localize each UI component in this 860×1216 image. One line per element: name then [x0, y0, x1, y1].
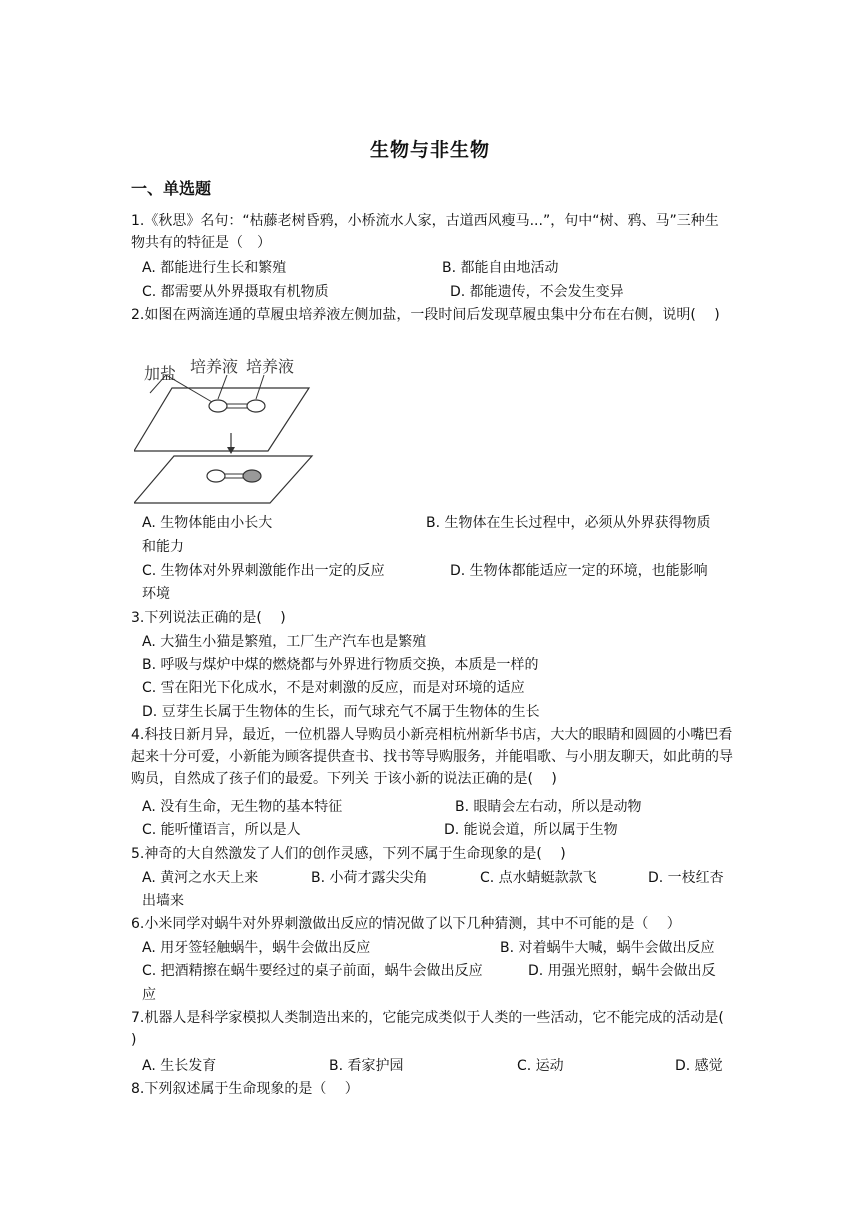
right-drop	[247, 400, 265, 412]
upper-slide	[134, 388, 309, 451]
question-4-option-a: A. 没有生命，无生物的基本特征	[142, 799, 343, 815]
question-5-option-a: A. 黄河之水天上来	[142, 870, 259, 886]
question-6-option-c: C. 把酒精擦在蜗牛要经过的桌子前面，蜗牛会做出反应	[142, 963, 483, 979]
question-1-option-a: A. 都能进行生长和繁殖	[142, 260, 287, 276]
question-2-option-b-cont: 和能力	[142, 539, 184, 555]
section-heading: 一、单选题	[131, 179, 212, 198]
question-4-option-b: B. 眼睛会左右动，所以是动物	[455, 799, 642, 815]
question-3-option-a: A. 大猫生小猫是繁殖，工厂生产汽车也是繁殖	[142, 634, 427, 650]
question-5-stem: 5.神奇的大自然激发了人们的创作灵感，下列不属于生命现象的是( )	[131, 846, 566, 862]
culture-label-left: 培养液	[190, 357, 239, 376]
question-7-option-a: A. 生长发育	[142, 1058, 217, 1074]
question-8-stem: 8.下列叙述属于生命现象的是（ ）	[131, 1081, 359, 1097]
left-drop-after	[207, 470, 225, 482]
question-5-option-c: C. 点水蜻蜓款款飞	[480, 870, 597, 886]
question-6-option-b: B. 对着蜗牛大喊，蜗牛会做出反应	[500, 940, 715, 956]
question-7-option-d: D. 感觉	[675, 1058, 723, 1074]
question-2-option-c: C. 生物体对外界刺激能作出一定的反应	[142, 563, 385, 579]
question-2-stem: 2.如图在两滴连通的草履虫培养液左侧加盐，一段时间后发现草履虫集中分布在右侧，说明( )	[131, 307, 720, 323]
question-7-stem: 7.机器人是科学家模拟人类制造出来的，它能完成类似于人类的一些活动，它不能完成的活动是( )	[131, 1010, 743, 1048]
question-5-option-b: B. 小荷才露尖尖角	[311, 870, 428, 886]
question-4-stem: 4.科技日新月异，最近，一位机器人导购员小新亮相杭州新华书店，大大的眼睛和圆圆的小嘴巴看起来十分可爱，小新能为顾客提供查书、找书等导购服务，并能唱歌、与小朋友聊天，如此萌的导购员，自然成了孩子们的最爱。下列关 于该小新的说法正确的是( )	[131, 727, 733, 787]
question-6-option-a: A. 用牙签轻触蜗牛，蜗牛会做出反应	[142, 940, 371, 956]
paramecium-experiment-figure	[134, 353, 314, 505]
question-4-option-d: D. 能说会道，所以属于生物	[444, 822, 618, 838]
salt-label: 加盐	[144, 364, 177, 383]
question-5-option-d: D. 一枝红杏	[648, 870, 724, 886]
page-title: 生物与非生物	[369, 139, 490, 161]
question-6-option-d: D. 用强光照射，蜗牛会做出反	[528, 963, 716, 979]
question-4-option-c: C. 能听懂语言，所以是人	[142, 822, 301, 838]
culture-label-right: 培养液	[246, 357, 295, 376]
question-5-option-d-cont: 出墙来	[142, 893, 184, 909]
question-2-option-a: A. 生物体能由小长大	[142, 515, 273, 531]
question-1-option-d: D. 都能遗传，不会发生变异	[450, 284, 624, 300]
question-7-option-c: C. 运动	[517, 1058, 564, 1074]
question-1-stem: 1.《秋思》名句：“枯藤老树昏鸦，小桥流水人家，古道西风瘦马...”，句中“树、鸦、马”三种生物共有的特征是（ ）	[131, 213, 719, 251]
question-2-option-d: D. 生物体都能适应一定的环境，也能影响	[450, 563, 708, 579]
question-1-option-b: B. 都能自由地活动	[442, 260, 559, 276]
question-3-option-d: D. 豆芽生长属于生物体的生长，而气球充气不属于生物体的生长	[142, 704, 540, 720]
question-3-stem: 3.下列说法正确的是( )	[131, 610, 286, 626]
question-3-option-c: C. 雪在阳光下化成水，不是对刺激的反应，而是对环境的适应	[142, 680, 525, 696]
question-2-option-d-cont: 环境	[142, 586, 170, 602]
question-7-option-b: B. 看家护园	[329, 1058, 404, 1074]
question-6-option-d-cont: 应	[142, 987, 156, 1003]
question-3-option-b: B. 呼吸与煤炉中煤的燃烧都与外界进行物质交换，本质是一样的	[142, 657, 539, 673]
question-1-option-c: C. 都需要从外界摄取有机物质	[142, 284, 329, 300]
question-6-stem: 6.小米同学对蜗牛对外界刺激做出反应的情况做了以下几种猜测，其中不可能的是（ ）	[131, 916, 681, 932]
question-2-option-b: B. 生物体在生长过程中，必须从外界获得物质	[426, 515, 711, 531]
right-drop-after	[243, 470, 261, 482]
